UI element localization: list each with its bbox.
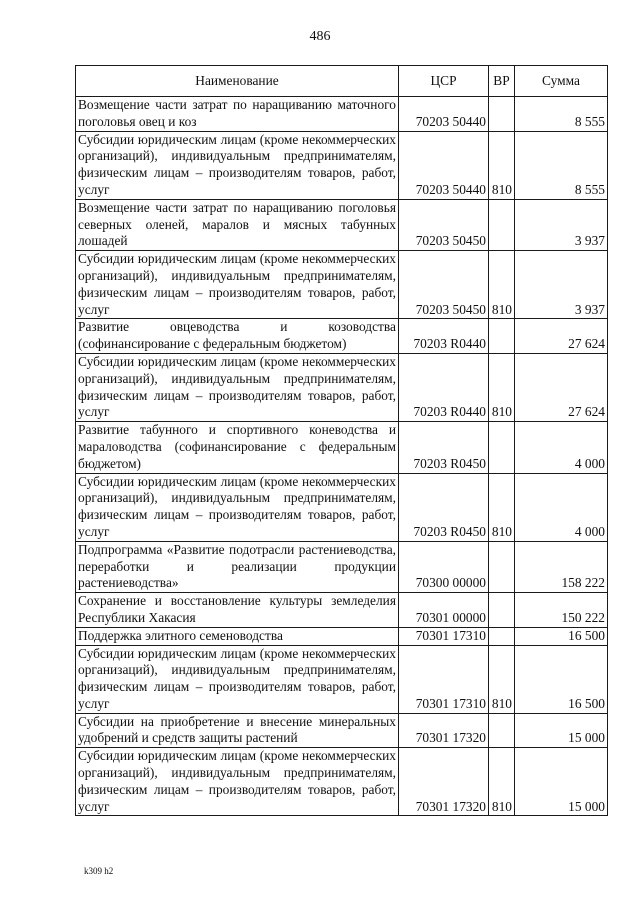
- row-name: Подпрограмма «Развитие подотрасли растениеводства, переработки и реализации продукции растениеводства»: [76, 541, 399, 592]
- table-row: [76, 645, 608, 713]
- row-csr: 70203 50440: [399, 97, 489, 132]
- header-row: [76, 66, 608, 97]
- table-row: [76, 97, 608, 132]
- row-sum: 8 555: [515, 131, 608, 199]
- row-sum: 3 937: [515, 199, 608, 250]
- row-name: Субсидии юридическим лицам (кроме некоммерческих организаций), индивидуальным предпринимателям, физическим лицам – производителям товаров, работ, услуг: [76, 748, 399, 816]
- row-name: Субсидии юридическим лицам (кроме некоммерческих организаций), индивидуальным предпринимателям, физическим лицам – производителям товаров, работ, услуг: [76, 645, 399, 713]
- budget-table: [75, 65, 608, 816]
- row-csr: 70203 R0450: [399, 422, 489, 473]
- table-row: [76, 319, 608, 354]
- row-name: Субсидии юридическим лицам (кроме некоммерческих организаций), индивидуальным предпринимателям, физическим лицам – производителям товаров, работ, услуг: [76, 353, 399, 421]
- row-sum: 150 222: [515, 593, 608, 628]
- row-sum: 27 624: [515, 319, 608, 354]
- row-csr: 70300 00000: [399, 541, 489, 592]
- page-number: 486: [309, 29, 331, 44]
- row-sum: 27 624: [515, 353, 608, 421]
- header-csr: ЦСР: [399, 66, 489, 97]
- row-csr: 70301 17310: [399, 645, 489, 713]
- table-header: [76, 66, 608, 97]
- row-csr: 70301 17320: [399, 713, 489, 748]
- row-vr: 810: [489, 473, 515, 541]
- row-sum: 3 937: [515, 251, 608, 319]
- table-body: [76, 97, 608, 816]
- row-vr: [489, 713, 515, 748]
- row-name: Возмещение части затрат по наращиванию поголовья северных оленей, маралов и мясных табунных лошадей: [76, 199, 399, 250]
- table-row: [76, 627, 608, 645]
- row-sum: 158 222: [515, 541, 608, 592]
- row-csr: 70203 R0440: [399, 319, 489, 354]
- table-row: [76, 131, 608, 199]
- row-csr: 70203 50450: [399, 251, 489, 319]
- row-csr: 70203 50450: [399, 199, 489, 250]
- row-vr: 810: [489, 251, 515, 319]
- row-sum: 15 000: [515, 713, 608, 748]
- row-vr: [489, 97, 515, 132]
- row-name: Поддержка элитного семеноводства: [76, 627, 399, 645]
- row-name: Субсидии юридическим лицам (кроме некоммерческих организаций), индивидуальным предпринимателям, физическим лицам – производителям товаров, работ, услуг: [76, 473, 399, 541]
- row-name: Субсидии на приобретение и внесение минеральных удобрений и средств защиты растений: [76, 713, 399, 748]
- table-row: [76, 593, 608, 628]
- row-csr: 70301 17320: [399, 748, 489, 816]
- row-vr: 810: [489, 131, 515, 199]
- row-vr: [489, 627, 515, 645]
- table-row: [76, 199, 608, 250]
- row-sum: 4 000: [515, 422, 608, 473]
- row-csr: 70203 50440: [399, 131, 489, 199]
- row-sum: 16 500: [515, 627, 608, 645]
- row-vr: [489, 541, 515, 592]
- row-sum: 8 555: [515, 97, 608, 132]
- table-row: [76, 541, 608, 592]
- table-row: [76, 748, 608, 816]
- row-sum: 15 000: [515, 748, 608, 816]
- table-row: [76, 473, 608, 541]
- row-csr: 70301 00000: [399, 593, 489, 628]
- row-sum: 16 500: [515, 645, 608, 713]
- row-name: Развитие овцеводства и козоводства (софинансирование с федеральным бюджетом): [76, 319, 399, 354]
- header-vr: ВР: [489, 66, 515, 97]
- row-vr: [489, 319, 515, 354]
- header-name: Наименование: [76, 66, 399, 97]
- row-sum: 4 000: [515, 473, 608, 541]
- row-csr: 70301 17310: [399, 627, 489, 645]
- row-name: Сохранение и восстановление культуры земледелия Республики Хакасия: [76, 593, 399, 628]
- header-sum: Сумма: [515, 66, 608, 97]
- row-vr: [489, 422, 515, 473]
- footer-code: k309 h2: [84, 866, 114, 876]
- table-row: [76, 713, 608, 748]
- row-vr: 810: [489, 353, 515, 421]
- row-csr: 70203 R0450: [399, 473, 489, 541]
- row-name: Развитие табунного и спортивного коневодства и мараловодства (софинансирование с федеральным бюджетом): [76, 422, 399, 473]
- row-csr: 70203 R0440: [399, 353, 489, 421]
- table-row: [76, 251, 608, 319]
- row-name: Возмещение части затрат по наращиванию маточного поголовья овец и коз: [76, 97, 399, 132]
- table-row: [76, 422, 608, 473]
- row-name: Субсидии юридическим лицам (кроме некоммерческих организаций), индивидуальным предпринимателям, физическим лицам – производителям товаров, работ, услуг: [76, 131, 399, 199]
- row-vr: [489, 593, 515, 628]
- table-row: [76, 353, 608, 421]
- row-vr: 810: [489, 748, 515, 816]
- row-vr: 810: [489, 645, 515, 713]
- row-name: Субсидии юридическим лицам (кроме некоммерческих организаций), индивидуальным предпринимателям, физическим лицам – производителям товаров, работ, услуг: [76, 251, 399, 319]
- row-vr: [489, 199, 515, 250]
